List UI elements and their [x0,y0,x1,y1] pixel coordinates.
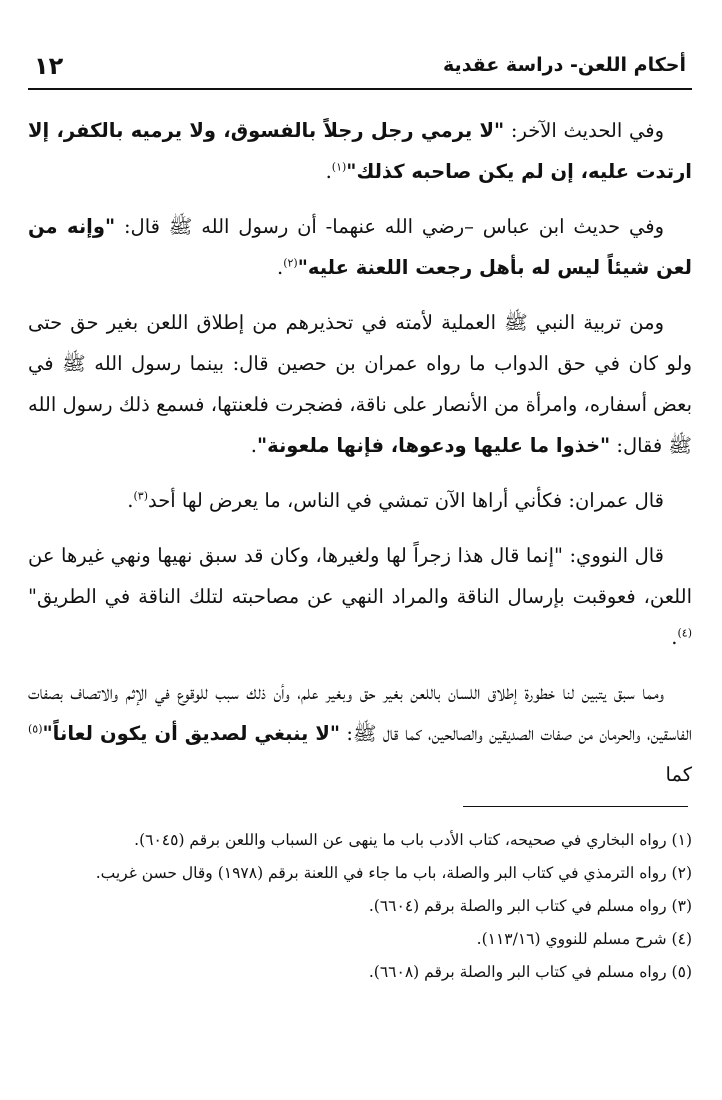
p2-hadith-quote: "وإنه من لعن شيئاً ليس له بأهل رجعت اللعنة عليه" [28,215,692,279]
p4-text: قال عمران: فكأني أراها الآن تمشي في الناس، ما يعرض لها أحد [148,489,664,512]
p3-hadith-quote: "خذوا ما عليها ودعوها، فإنها ملعونة" [257,434,611,457]
paragraph-4 [28,480,692,521]
p1-hadith-quote: "لا يرمي رجل رجلاً بالفسوق، ولا يرميه بالكفر، إلا ارتدت عليه، إن لم يكن صاحبه كذلك" [28,119,692,183]
footnote-separator [463,806,688,807]
p1-end: . [325,160,332,183]
p1-intro: وفي الحديث الآخر: [504,119,664,142]
paragraph-1 [28,110,692,192]
p2-end: . [276,256,284,279]
paragraph-3 [28,302,692,466]
p3-end: . [250,434,257,457]
running-title: أحكام اللعن- دراسة عقدية [443,54,686,76]
paragraph-5 [28,535,692,658]
paragraph-2 [28,206,692,288]
footnote-2: (٢) رواه الترمذي في كتاب البر والصلة، باب ما جاء في اللعنة برقم (١٩٧٨) وقال حسن غريب. [95,864,692,882]
p6-text: ومما سبق يتبين لنا خطورة إطلاق اللسان باللعن بغير حق وبغير علم، وأن ذلك سبب للوقوع في الإثم والاتصاف بصفات الفاسقين، والحرمان من صفات الصديقين والصالحين، كما قال ﷺ: [28,681,692,745]
page-number: ١٢ [34,52,64,80]
page-header [28,48,692,90]
p6-end: كما [665,763,692,786]
footnotes [28,824,692,989]
p6-hadith-quote: "لا ينبغي لصديق أن يكون لعاناً" [42,722,341,745]
footnote-ref-4: (٤) [677,626,692,640]
main-text [28,110,692,809]
footnote-3: (٣) رواه مسلم في كتاب البر والصلة برقم (٦٦٠٤). [368,897,692,915]
footnote-ref-5: (٥) [28,722,43,736]
footnote-ref-1: (١) [331,160,347,174]
footnote-ref-3: (٣) [133,489,149,503]
p5-text: قال النووي: "إنما قال هذا زجراً لها ولغيرها، وكان قد سبق نهيها ونهي غيرها عن اللعن، فعوقبت بإرسال الناقة والمراد النهي عن مصاحبته لتلك الناقة في الطريق" [28,544,692,608]
footnote-ref-2: (٢) [283,256,298,270]
footnote-5: (٥) رواه مسلم في كتاب البر والصلة برقم (٦٦٠٨). [368,963,692,981]
footnote-4: (٤) شرح مسلم للنووي (١١٣/١٦). [476,930,692,948]
p4-end: . [127,489,134,512]
footnote-1: (١) رواه البخاري في صحيحه، كتاب الأدب باب ما ينهى عن السباب واللعن برقم (٦٠٤٥). [134,831,692,849]
p2-intro: وفي حديث ابن عباس –رضي الله عنهما- أن رسول الله ﷺ قال: [115,215,664,238]
p5-end: . [671,626,678,649]
p3-text: ومن تربية النبي ﷺ العملية لأمته في تحذيرهم من إطلاق اللعن بغير حق حتى ولو كان في حق الدواب ما رواه عمران بن حصين قال: بينما رسول الله ﷺ في بعض أسفاره، وامرأة من الأنصار على ناقة، فضجرت فلعنتها، فسمع ذلك رسول الله ﷺ فقال: [28,311,692,457]
paragraph-6 [28,672,692,795]
